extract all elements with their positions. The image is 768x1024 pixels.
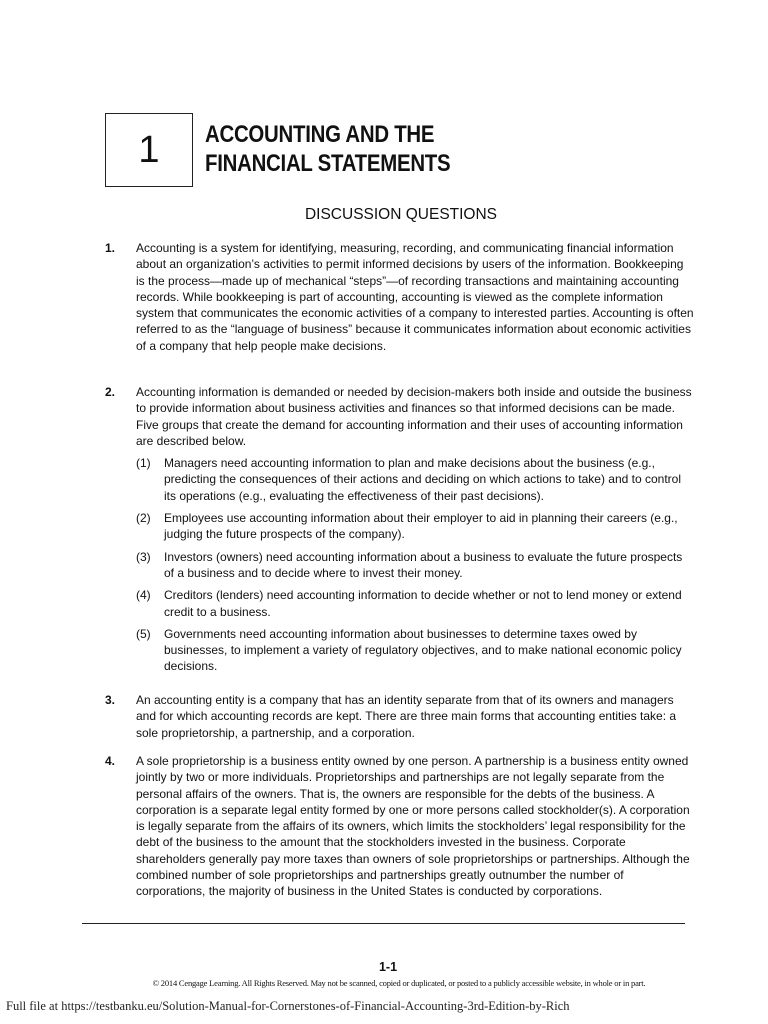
question-text: A sole proprietorship is a business entity owned by one person. A partnership is a business entity owned jointly by two or more individuals. Proprietorships and partnerships are not legally separate from the personal affairs of the owners. That is, the owners are responsible for the debts of the business. A corporation is a separate legal entity formed by one or more persons called stockholder(s). A corporation is legally separate from the affairs of its owners, which limits the stockholders’ legal responsibility for the debt of the business to the amount that the stockholders invested in the business. Corporate shareholders generally pay more taxes than owners of sole proprietorships or partnerships. Although the combined number of sole proprietorships and partnerships greatly outnumber the number of corporations, the majority of business in the United States is conducted by corporations. xyxy=(136,754,690,899)
list-item-text: Employees use accounting information about their employer to aid in planning their careers (e.g., judging the future prospects of the company). xyxy=(164,511,678,542)
list-item xyxy=(136,455,695,504)
question-2 xyxy=(105,384,695,675)
footer-divider xyxy=(82,923,685,924)
list-item xyxy=(136,549,695,582)
chapter-number: 1 xyxy=(138,128,160,171)
full-file-link[interactable]: Full file at https://testbanku.eu/Solution-Manual-for-Cornerstones-of-Financial-Accounting-3rd-Edition-by-Rich xyxy=(6,999,570,1013)
copyright-notice: © 2014 Cengage Learning. All Rights Reserved. May not be scanned, copied or duplicated, or posted to a publicly accessible website, in whole or in part. xyxy=(152,978,646,988)
list-item-number: (2) xyxy=(136,511,151,526)
chapter-title-line-2: FINANCIAL STATEMENTS xyxy=(205,150,451,177)
list-item xyxy=(136,626,695,675)
question-text: Accounting information is demanded or needed by decision-makers both inside and outside the business to provide information about business activities and finances so that informed decisions can be made. Five groups that create the demand for accounting information and their uses of accounting information are described below. xyxy=(136,385,692,448)
list-item-text: Creditors (lenders) need accounting information to decide whether or not to lend money or extend credit to a business. xyxy=(164,588,682,619)
question-text: Accounting is a system for identifying, measuring, recording, and communicating financial information about an organization’s activities to permit informed decisions by users of the information. Bookkeeping is the process—made up of mechanical “steps”—of recording transactions and maintaining accounting records. While bookkeeping is part of accounting, accounting is viewed as the complete information system that communicates the economic activities of a company to interested parties. Accounting is often referred to as the “language of business” because it communicates information about economic activities of a company that help people make decisions. xyxy=(136,241,694,353)
list-item-text: Governments need accounting information about businesses to determine taxes owed by businesses, to implement a variety of regulatory objectives, and to make national economic policy decisions. xyxy=(164,626,682,674)
question-number: 1. xyxy=(105,241,116,255)
chapter-number-box xyxy=(105,113,193,187)
list-item xyxy=(136,510,695,543)
question-4 xyxy=(105,753,695,900)
chapter-title-line-1: ACCOUNTING AND THE xyxy=(205,121,435,148)
list-item-number: (3) xyxy=(136,549,151,564)
list-item-text: Investors (owners) need accounting information about a business to evaluate the future prospects of a business and to decide where to invest their money. xyxy=(164,549,683,580)
list-item-text: Managers need accounting information to plan and make decisions about the business (e.g., predicting the consequences of their actions and deciding on which actions to take) and to control its operations (e.g., evaluating the effectiveness of their past decisions). xyxy=(164,456,681,503)
question-number: 2. xyxy=(105,385,116,399)
section-heading: DISCUSSION QUESTIONS xyxy=(304,206,498,223)
question-number: 3. xyxy=(105,693,116,707)
list-item-number: (5) xyxy=(136,626,151,641)
chapter-title xyxy=(205,120,450,178)
page-number: 1-1 xyxy=(378,960,398,974)
question-text: An accounting entity is a company that has an identity separate from that of its owners and managers and for which accounting records are kept. There are three main forms that accounting entities take: a sole proprietorship, a partnership, and a corporation. xyxy=(136,693,677,740)
list-item xyxy=(136,587,695,620)
list-item-number: (1) xyxy=(136,456,151,471)
question-3 xyxy=(105,692,695,741)
question-number: 4. xyxy=(105,754,116,768)
question-1 xyxy=(105,240,695,354)
list-item-number: (4) xyxy=(136,588,151,603)
